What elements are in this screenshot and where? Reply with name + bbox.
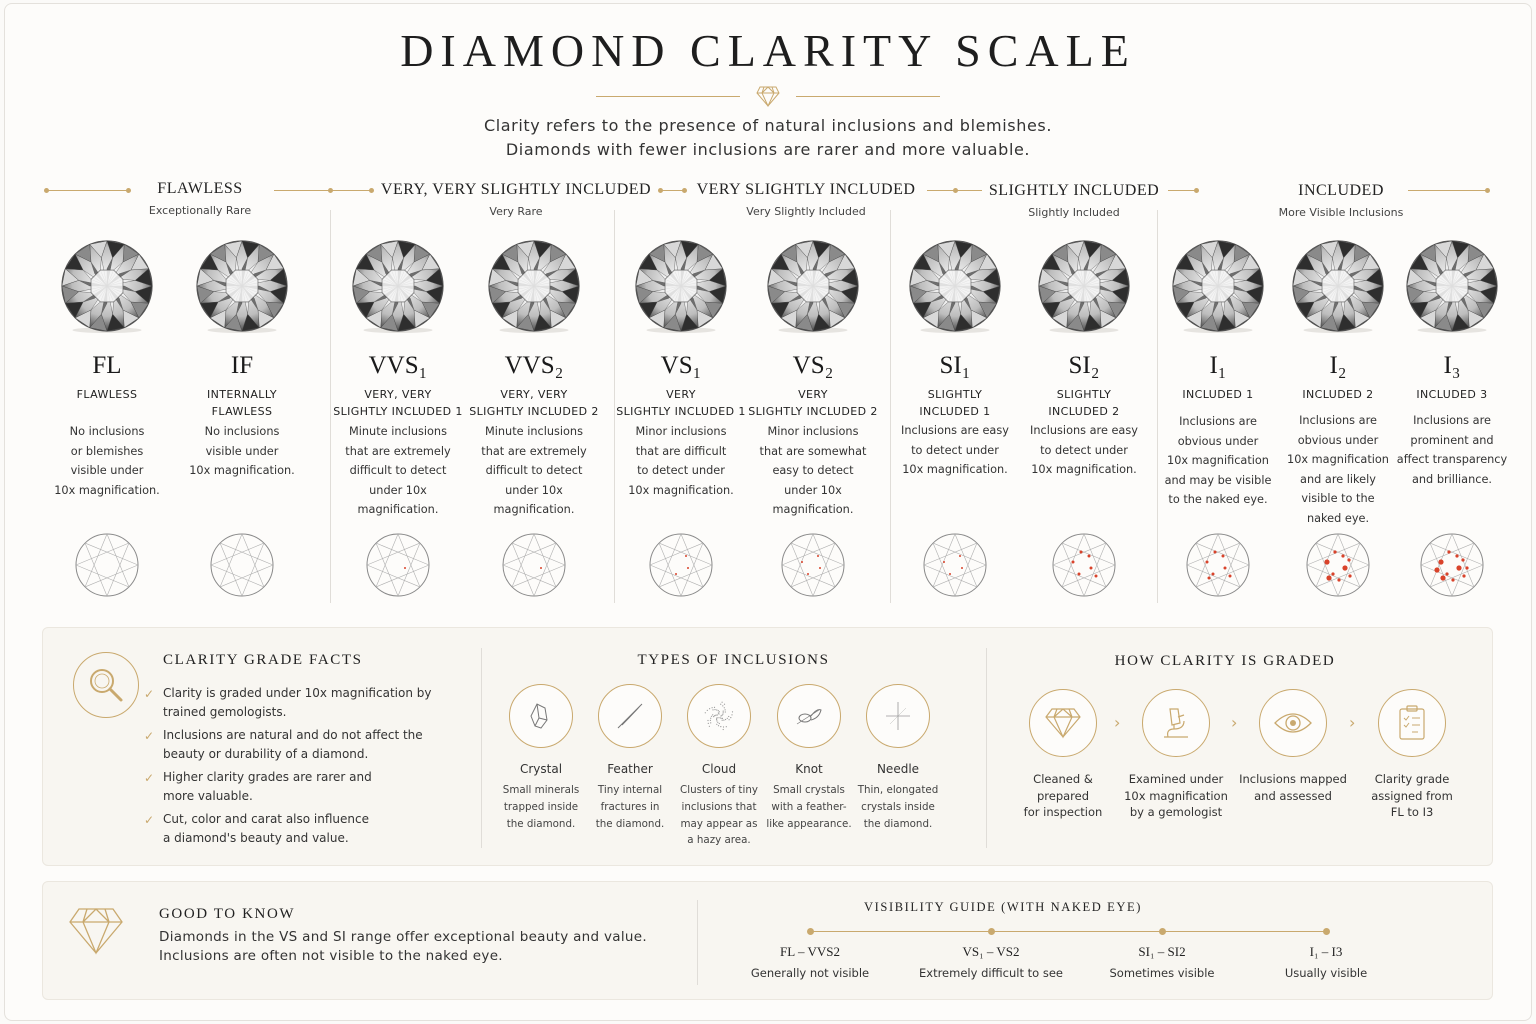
grade-name: VERY SLIGHTLY INCLUDED 1 (616, 388, 746, 418)
inclusion-plot-diagram (648, 532, 714, 602)
diamond-image (59, 238, 155, 338)
visibility-item (1231, 944, 1421, 980)
grade-code: VS₁ (660, 352, 702, 379)
grade-code: IF (230, 352, 254, 379)
grade-description: No inclusions or blemishes visible under 10x magnification. (54, 425, 160, 497)
fact-item (144, 768, 453, 805)
visibility-item (715, 944, 905, 980)
inclusion-type-description: Thin, elongated crystals inside the diamond. (857, 784, 939, 830)
grade-code: I₂ (1329, 352, 1347, 379)
grade-column (469, 238, 599, 420)
category-name: VERY SLIGHTLY INCLUDED (696, 181, 916, 198)
knot-icon (777, 684, 841, 748)
grade-description: Inclusions are easy to detect under 10x magnification. (901, 424, 1009, 476)
visibility-item (896, 944, 1086, 980)
grade-code: SI₁ (939, 352, 971, 379)
grade-column (748, 238, 878, 420)
category-subtitle: Exceptionally Rare (148, 204, 252, 217)
check-icon: ✓ (144, 813, 155, 827)
fact-item (144, 810, 453, 847)
diamond-image (194, 238, 290, 338)
visibility-line (810, 931, 1326, 932)
grade-name: INTERNALLY FLAWLESS (206, 388, 278, 418)
inclusion-type (582, 684, 678, 832)
magnifier-icon (73, 652, 139, 718)
grade-name: INCLUDED 2 (1302, 388, 1374, 401)
grade-column (616, 238, 746, 420)
grade-description: Inclusions are obvious under 10x magnification and are likely visible to the naked eye. (1287, 414, 1389, 525)
grading-step-label: Examined under 10x magnification by a gemologist (1124, 772, 1228, 819)
grade-description: Minor inclusions that are difficult to detect under 10x magnification. (628, 425, 734, 497)
grade-column (1153, 238, 1283, 403)
inclusion-type-name: Crystal (519, 762, 563, 776)
category-header (656, 181, 956, 218)
grade-column (1387, 238, 1517, 403)
visibility-grade-range: FL – VVS2 (780, 944, 840, 959)
category-rule-dot (953, 188, 958, 193)
diamond-image (1290, 238, 1386, 338)
panel-divider-1 (481, 648, 482, 848)
grading-step-label: Clarity grade assigned from FL to I3 (1371, 772, 1453, 819)
inclusion-plot-diagram (922, 532, 988, 602)
check-icon: ✓ (144, 771, 155, 785)
grade-column (177, 238, 307, 420)
title-rule-right (796, 96, 940, 97)
visibility-grade-range: I₁ – I3 (1309, 944, 1343, 959)
page-title: DIAMOND CLARITY SCALE (400, 25, 1136, 76)
grade-name: SLIGHTLY INCLUDED 2 (1048, 388, 1120, 418)
visibility-note: Sometimes visible (1109, 966, 1215, 980)
grade-code: I₁ (1209, 352, 1227, 379)
grade-column (890, 238, 1020, 420)
intro-line-2: Diamonds with fewer inclusions are rarer and more valuable. (505, 140, 1031, 159)
title-rule-left (596, 96, 740, 97)
category-rule-dot (1485, 188, 1490, 193)
grading-step (1233, 689, 1356, 804)
needle-icon (866, 684, 930, 748)
inclusion-type-description: Small minerals trapped inside the diamond. (502, 784, 580, 830)
intro-line-1: Clarity refers to the presence of natural inclusions and blemishes. (483, 116, 1053, 135)
diamond-image (907, 238, 1003, 338)
diamond-image (350, 238, 446, 338)
fact-item (144, 726, 453, 763)
diamond-image (1170, 238, 1266, 338)
category-header (1191, 182, 1491, 219)
category-rule (274, 190, 330, 191)
grading-step (1116, 689, 1236, 821)
diamond-icon (1029, 689, 1097, 757)
category-name: VERY, VERY SLIGHTLY INCLUDED (380, 181, 652, 198)
grade-description: Minute inclusions that are extremely difficult to detect under 10x magnification. (481, 425, 587, 516)
types-heading: TYPES OF INCLUSIONS (637, 652, 830, 668)
inclusion-plot-diagram (74, 532, 140, 602)
inclusion-plot-diagram (1305, 532, 1371, 602)
diamond-image (633, 238, 729, 338)
feather-icon (598, 684, 662, 748)
fact-text: Inclusions are natural and do not affect the beauty or durability of a diamond. (163, 728, 423, 761)
chevron-right-icon: › (1231, 713, 1238, 732)
grade-code: VS₂ (792, 352, 834, 379)
microscope-icon (1142, 689, 1210, 757)
grading-step (1352, 689, 1472, 821)
facts-heading: CLARITY GRADE FACTS (163, 652, 363, 668)
visibility-item (1067, 944, 1257, 980)
category-rule (1168, 190, 1196, 191)
inclusion-type (761, 684, 857, 832)
grade-description: Minute inclusions that are extremely difficult to detect under 10x magnification. (345, 425, 451, 516)
grade-code: VVS₁ (368, 352, 428, 379)
good-heading: GOOD TO KNOW (159, 906, 296, 922)
grade-column (42, 238, 172, 403)
category-rule (1408, 190, 1487, 191)
grading-step (1003, 689, 1123, 821)
inclusion-type-name: Feather (607, 762, 653, 776)
category-name: FLAWLESS (157, 180, 243, 197)
visibility-note: Generally not visible (750, 966, 870, 980)
grade-code: FL (92, 352, 122, 379)
visibility-grade-range: VS₁ – VS2 (962, 944, 1020, 959)
chevron-right-icon: › (1349, 713, 1356, 732)
grading-step-label: Cleaned & prepared for inspection (1023, 772, 1103, 819)
inclusion-plot-diagram (209, 532, 275, 602)
grade-code: I₃ (1443, 352, 1461, 379)
grade-description: Inclusions are prominent and affect transparency and brilliance. (1396, 414, 1508, 486)
category-rule (46, 190, 128, 191)
grade-column (1019, 238, 1149, 420)
category-name: SLIGHTLY INCLUDED (988, 182, 1160, 199)
category-rule-dot (1194, 188, 1199, 193)
check-icon: ✓ (144, 687, 155, 701)
cloud-icon (687, 684, 751, 748)
inclusion-plot-diagram (501, 532, 567, 602)
grade-description: No inclusions visible under 10x magnification. (189, 425, 295, 477)
clipboard-icon (1378, 689, 1446, 757)
grade-name: VERY, VERY SLIGHTLY INCLUDED 1 (333, 388, 463, 418)
category-subtitle: Very Rare (489, 205, 543, 218)
grade-name: INCLUDED 1 (1182, 388, 1254, 401)
inclusion-plot-diagram (780, 532, 846, 602)
grade-description: Minor inclusions that are somewhat easy to detect under 10x magnification. (759, 425, 867, 516)
grade-description: Inclusions are easy to detect under 10x magnification. (1030, 424, 1138, 476)
category-rule-dot (126, 188, 131, 193)
category-header (366, 181, 666, 218)
inclusion-plot-diagram (1051, 532, 1117, 602)
category-divider (330, 210, 331, 603)
diamond-outline-icon (68, 906, 124, 956)
eye-icon (1259, 689, 1327, 757)
grade-column (333, 238, 463, 420)
visibility-dot (1159, 928, 1166, 935)
grade-code: VVS₂ (504, 352, 564, 379)
grading-step-label: Inclusions mapped and assessed (1239, 772, 1347, 803)
check-icon: ✓ (144, 729, 155, 743)
visibility-note: Extremely difficult to see (919, 966, 1063, 980)
visibility-heading: VISIBILITY GUIDE (WITH NAKED EYE) (864, 900, 1142, 914)
category-rule-dot (658, 188, 663, 193)
grade-name: VERY SLIGHTLY INCLUDED 2 (748, 388, 878, 418)
inclusion-type-description: Tiny internal fractures in the diamond. (595, 784, 665, 830)
grade-name: FLAWLESS (76, 388, 138, 401)
grade-name: SLIGHTLY INCLUDED 1 (919, 388, 991, 418)
inclusion-type-name: Needle (876, 762, 920, 776)
inclusion-plot-diagram (1419, 532, 1485, 602)
category-rule-dot (328, 188, 333, 193)
category-header (50, 180, 350, 217)
good-line-2: Inclusions are often not visible to the naked eye. (159, 948, 503, 964)
fact-text: Cut, color and carat also influence a diamond's beauty and value. (163, 812, 369, 845)
visibility-note: Usually visible (1284, 966, 1368, 980)
panel-divider-2 (986, 648, 987, 848)
diamond-icon (756, 85, 780, 107)
visibility-dot (807, 928, 814, 935)
inclusion-type (671, 684, 767, 849)
grade-code: SI₂ (1068, 352, 1100, 379)
chevron-right-icon: › (1114, 713, 1121, 732)
visibility-grade-range: SI₁ – SI2 (1138, 944, 1186, 959)
category-rule (660, 190, 684, 191)
category-name: INCLUDED (1298, 182, 1384, 199)
category-rule-dot (682, 188, 687, 193)
category-rule-dot (369, 188, 374, 193)
crystal-icon (509, 684, 573, 748)
category-divider (614, 210, 615, 603)
diamond-image (765, 238, 861, 338)
fact-text: Clarity is graded under 10x magnification by trained gemologists. (163, 686, 432, 719)
grade-name: VERY, VERY SLIGHTLY INCLUDED 2 (469, 388, 599, 418)
category-header (924, 182, 1224, 219)
inclusion-type-description: Small crystals with a feather- like appearance. (766, 784, 852, 830)
diamond-image (1404, 238, 1500, 338)
grade-description: Inclusions are obvious under 10x magnification and may be visible to the naked eye. (1164, 415, 1272, 506)
diamond-image (1036, 238, 1132, 338)
grade-name: INCLUDED 3 (1416, 388, 1488, 401)
inclusion-plot-diagram (365, 532, 431, 602)
category-subtitle: More Visible Inclusions (1278, 206, 1404, 219)
inclusion-type-name: Cloud (701, 762, 737, 776)
visibility-dot (988, 928, 995, 935)
category-subtitle: Very Slightly Included (746, 205, 866, 218)
category-rule-dot (44, 188, 49, 193)
category-rule (330, 190, 371, 191)
good-line-1: Diamonds in the VS and SI range offer exceptional beauty and value. (159, 929, 647, 945)
graded-heading: HOW CLARITY IS GRADED (1114, 653, 1336, 669)
fact-text: Higher clarity grades are rarer and more valuable. (163, 770, 372, 803)
diamond-image (486, 238, 582, 338)
inclusion-type-description: Clusters of tiny inclusions that may appear as a hazy area. (680, 784, 758, 847)
visibility-dot (1323, 928, 1330, 935)
fact-item (144, 684, 453, 721)
inclusion-plot-diagram (1185, 532, 1251, 602)
category-subtitle: Slightly Included (1028, 206, 1120, 219)
inclusion-type (850, 684, 946, 832)
grade-column (1273, 238, 1403, 403)
inclusion-type (493, 684, 589, 832)
inclusion-type-name: Knot (795, 762, 823, 776)
